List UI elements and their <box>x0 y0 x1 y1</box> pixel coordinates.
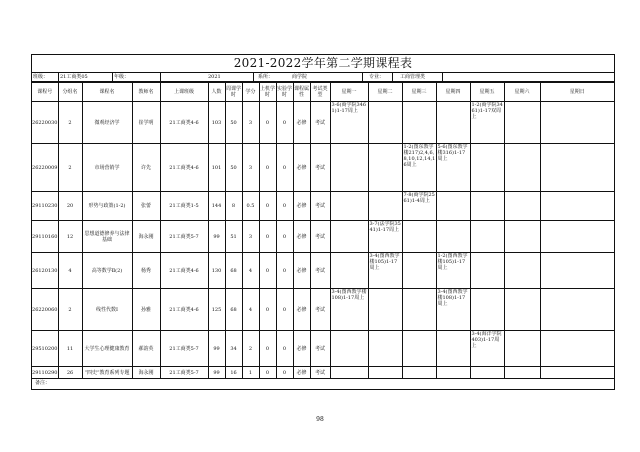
day-slot <box>540 144 614 192</box>
day-slot <box>504 192 540 221</box>
day-slot <box>368 102 402 144</box>
course-teacher: 杨秀 <box>132 253 160 289</box>
day-slot: 7-8(商学院2561)1-4周上 <box>402 192 436 221</box>
day-slot <box>470 144 504 192</box>
course-exp: 0 <box>276 289 293 331</box>
day-slot <box>470 221 504 253</box>
course-group: 20 <box>58 192 82 221</box>
course-cls: 21工商类5-7 <box>160 367 208 379</box>
column-header: 星期六 <box>504 83 540 102</box>
course-credit: 1 <box>242 367 259 379</box>
course-count: 144 <box>208 192 225 221</box>
course-teacher: 海永刚 <box>132 367 160 379</box>
course-row <box>32 102 614 144</box>
column-header: 星期日 <box>540 83 614 102</box>
major-value: 工商管理类 <box>400 74 426 80</box>
course-teacher: 郝韵英 <box>132 331 160 367</box>
dept-value: 商学院 <box>292 74 308 80</box>
course-teacher: 许先 <box>132 144 160 192</box>
course-lab: 0 <box>259 289 276 331</box>
day-slot <box>436 331 470 367</box>
day-slot <box>436 102 470 144</box>
course-teacher: 孙雅 <box>132 289 160 331</box>
column-header: 实验学时 <box>276 83 293 102</box>
day-slot <box>330 144 368 192</box>
column-header: 周课学时 <box>225 83 242 102</box>
column-header: 星期五 <box>470 83 504 102</box>
course-exam: 考试 <box>310 331 330 367</box>
day-slot <box>402 253 436 289</box>
course-exam: 考试 <box>310 144 330 192</box>
class-info-bar <box>32 73 614 82</box>
course-attr: 必修 <box>293 102 310 144</box>
course-attr: 必修 <box>293 331 310 367</box>
course-code: 29110290 <box>32 367 58 379</box>
column-header: 上课班级 <box>160 83 208 102</box>
course-code: 29110160 <box>32 221 58 253</box>
column-header: 星期三 <box>402 83 436 102</box>
day-slot <box>540 367 614 379</box>
course-exp: 0 <box>276 102 293 144</box>
course-credit: 3 <box>242 221 259 253</box>
course-lab: 0 <box>259 192 276 221</box>
course-count: 130 <box>208 253 225 289</box>
course-name: 高等数学Ⅱ(2) <box>82 253 132 289</box>
day-slot <box>504 221 540 253</box>
course-row <box>32 367 614 379</box>
day-slot <box>540 102 614 144</box>
day-slot: 3-6(商学院3461)1-17周上 <box>330 102 368 144</box>
course-lab: 0 <box>259 253 276 289</box>
course-count: 99 <box>208 367 225 379</box>
course-attr: 必修 <box>293 367 310 379</box>
course-cls: 21工商类4-6 <box>160 253 208 289</box>
course-group: 11 <box>58 331 82 367</box>
day-slot <box>402 102 436 144</box>
column-header: 星期二 <box>368 83 402 102</box>
course-count: 103 <box>208 102 225 144</box>
column-header: 上机学时 <box>259 83 276 102</box>
course-name: 市场营销学 <box>82 144 132 192</box>
course-credit: 4 <box>242 253 259 289</box>
course-credit: 4 <box>242 289 259 331</box>
column-header: 课程名 <box>82 83 132 102</box>
course-lab: 0 <box>259 367 276 379</box>
day-slot <box>402 367 436 379</box>
day-slot: 3-4(海洋学院403)1-17周上 <box>470 331 504 367</box>
day-slot <box>504 289 540 331</box>
day-slot <box>330 367 368 379</box>
course-code: 26120130 <box>32 253 58 289</box>
course-code: 26220030 <box>32 102 58 144</box>
day-slot <box>540 289 614 331</box>
course-code: 26220009 <box>32 144 58 192</box>
timetable-sheet <box>31 54 615 390</box>
column-header: 学分 <box>242 83 259 102</box>
course-credit: 2 <box>242 331 259 367</box>
course-group: 2 <box>58 144 82 192</box>
day-slot <box>368 289 402 331</box>
day-slot <box>470 253 504 289</box>
course-count: 99 <box>208 331 225 367</box>
grade-value: 2021 <box>208 74 221 80</box>
day-slot <box>504 253 540 289</box>
schedule-table <box>32 82 614 387</box>
day-slot <box>330 253 368 289</box>
column-header: 分组名 <box>58 83 82 102</box>
day-slot: 3-4(图西教学楼108)1-17周上 <box>330 289 368 331</box>
course-attr: 必修 <box>293 289 310 331</box>
course-count: 101 <box>208 144 225 192</box>
day-slot: 1-2(商学院3461)1-17双周上 <box>470 102 504 144</box>
course-count: 99 <box>208 221 225 253</box>
course-group: 12 <box>58 221 82 253</box>
day-slot <box>436 221 470 253</box>
day-slot <box>402 289 436 331</box>
day-slot <box>368 144 402 192</box>
grade-label: 年级： <box>114 74 130 80</box>
header-row <box>32 83 614 102</box>
course-name: 大学生心理健康教育 <box>82 331 132 367</box>
course-name: “四史”教育系列专题 <box>82 367 132 379</box>
course-name: 形势与政策(1-2) <box>82 192 132 221</box>
day-slot: 3-4(图西教学楼108)1-17周上 <box>436 289 470 331</box>
course-code: 29510200 <box>32 331 58 367</box>
course-lab: 0 <box>259 102 276 144</box>
course-group: 2 <box>58 289 82 331</box>
course-name: 线性代数Ⅰ <box>82 289 132 331</box>
course-credit: 3 <box>242 144 259 192</box>
page-number: 98 <box>316 416 324 423</box>
course-hours: 8 <box>225 192 242 221</box>
course-cls: 21工商类5-7 <box>160 221 208 253</box>
day-slot <box>470 367 504 379</box>
day-slot <box>436 367 470 379</box>
column-header: 课程号 <box>32 83 58 102</box>
course-teacher: 崔学明 <box>132 102 160 144</box>
day-slot <box>504 367 540 379</box>
day-slot <box>504 331 540 367</box>
column-header: 星期四 <box>436 83 470 102</box>
course-code: 26220060 <box>32 289 58 331</box>
day-slot <box>368 331 402 367</box>
course-exam: 考试 <box>310 102 330 144</box>
day-slot <box>540 221 614 253</box>
course-exp: 0 <box>276 253 293 289</box>
course-row <box>32 192 614 221</box>
course-lab: 0 <box>259 331 276 367</box>
course-row <box>32 221 614 253</box>
class-label: 班级： <box>33 74 49 80</box>
course-exp: 0 <box>276 221 293 253</box>
course-group: 2 <box>58 102 82 144</box>
course-cls: 21工商类1-5 <box>160 192 208 221</box>
course-group: 26 <box>58 367 82 379</box>
course-attr: 必修 <box>293 253 310 289</box>
day-slot: 5-6(图东教学楼316)1-17周上 <box>436 144 470 192</box>
course-row <box>32 144 614 192</box>
course-teacher: 海永刚 <box>132 221 160 253</box>
day-slot <box>470 289 504 331</box>
day-slot <box>504 144 540 192</box>
course-exam: 考试 <box>310 289 330 331</box>
day-slot: 3-4(图西教学楼105)1-17周上 <box>368 253 402 289</box>
course-exam: 考试 <box>310 221 330 253</box>
course-cls: 21工商类4-6 <box>160 144 208 192</box>
day-slot: 1-2(图西教学楼105)1-17周上 <box>436 253 470 289</box>
course-cls: 21工商类4-6 <box>160 102 208 144</box>
page-title: 2021-2022学年第二学期课程表 <box>32 55 614 73</box>
course-exam: 考试 <box>310 192 330 221</box>
course-teacher: 张蕾 <box>132 192 160 221</box>
column-header: 星期一 <box>330 83 368 102</box>
course-row <box>32 289 614 331</box>
course-hours: 50 <box>225 102 242 144</box>
course-exam: 考试 <box>310 253 330 289</box>
column-header: 教师名 <box>132 83 160 102</box>
day-slot <box>540 192 614 221</box>
course-cls: 21工商类5-7 <box>160 331 208 367</box>
course-credit: 3 <box>242 102 259 144</box>
remark-row <box>32 379 614 388</box>
day-slot <box>436 192 470 221</box>
remark-label: 备注： <box>32 379 614 388</box>
course-credit: 0.5 <box>242 192 259 221</box>
course-exam: 考试 <box>310 367 330 379</box>
course-group: 4 <box>58 253 82 289</box>
course-exp: 0 <box>276 144 293 192</box>
day-slot: 1-2(图东教学楼217)2,4,6,8,10,12,14,16周上 <box>402 144 436 192</box>
day-slot <box>368 367 402 379</box>
course-hours: 68 <box>225 289 242 331</box>
day-slot <box>368 192 402 221</box>
day-slot: 3-7(法学院3541)1-17周上 <box>368 221 402 253</box>
day-slot <box>330 192 368 221</box>
day-slot <box>330 331 368 367</box>
course-code: 29110230 <box>32 192 58 221</box>
course-hours: 34 <box>225 331 242 367</box>
course-attr: 必修 <box>293 221 310 253</box>
course-hours: 50 <box>225 144 242 192</box>
major-label: 专业： <box>369 74 385 80</box>
course-exp: 0 <box>276 367 293 379</box>
day-slot <box>402 221 436 253</box>
course-lab: 0 <box>259 144 276 192</box>
day-slot <box>470 192 504 221</box>
column-header: 人数 <box>208 83 225 102</box>
column-header: 考试类型 <box>310 83 330 102</box>
course-cls: 21工商类4-6 <box>160 289 208 331</box>
course-attr: 必修 <box>293 192 310 221</box>
day-slot <box>540 331 614 367</box>
course-hours: 68 <box>225 253 242 289</box>
course-hours: 16 <box>225 367 242 379</box>
day-slot <box>540 253 614 289</box>
course-count: 125 <box>208 289 225 331</box>
course-exp: 0 <box>276 192 293 221</box>
course-name: 微观经济学 <box>82 102 132 144</box>
course-row <box>32 253 614 289</box>
day-slot <box>330 221 368 253</box>
course-name: 思想道德修养与法律基础 <box>82 221 132 253</box>
column-header: 课程属性 <box>293 83 310 102</box>
dept-label: 系所： <box>258 74 274 80</box>
course-row <box>32 331 614 367</box>
course-lab: 0 <box>259 221 276 253</box>
day-slot <box>402 331 436 367</box>
course-attr: 必修 <box>293 144 310 192</box>
course-hours: 51 <box>225 221 242 253</box>
day-slot <box>504 102 540 144</box>
course-exp: 0 <box>276 331 293 367</box>
class-value: 21工商类05 <box>60 74 88 80</box>
